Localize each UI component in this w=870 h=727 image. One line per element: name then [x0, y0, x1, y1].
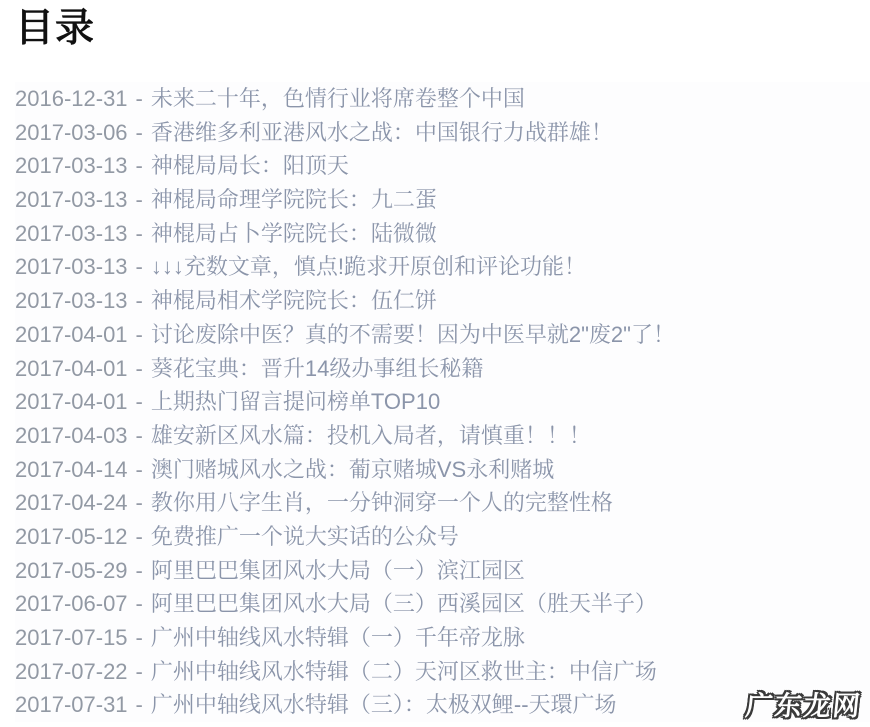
- toc-entry: [15, 655, 870, 689]
- toc-entry: [15, 554, 870, 588]
- entry-separator: -: [135, 86, 143, 111]
- entry-separator: -: [135, 119, 143, 145]
- entry-title-link[interactable]: 阿里巴巴集团风水大局（三）西溪园区（胜天半子）: [150, 591, 657, 617]
- entry-date: 2017-07-22: [15, 658, 128, 684]
- toc-entry: [15, 385, 870, 419]
- entry-date: 2017-04-24: [15, 490, 128, 516]
- entry-title-link[interactable]: 广州中轴线风水特辑（一）千年帝龙脉: [150, 625, 525, 650]
- entry-separator: -: [135, 625, 143, 650]
- entry-title-link[interactable]: 葵花宝典：晋升14级办事组长秘籍: [150, 355, 484, 381]
- entry-title-link[interactable]: 免费推广一个说大实话的公众号: [150, 523, 459, 549]
- entry-date: 2017-03-13: [15, 254, 128, 280]
- entry-separator: -: [135, 456, 143, 482]
- toc-entry: [15, 116, 870, 150]
- entry-separator: -: [135, 355, 143, 381]
- entry-separator: -: [135, 187, 143, 213]
- entry-title-link[interactable]: 广州中轴线风水特辑（三）：太极双鲤--天環广场: [150, 692, 617, 718]
- entry-separator: -: [135, 658, 143, 684]
- entry-date: 2017-03-13: [15, 220, 128, 246]
- toc-entry: [15, 688, 870, 722]
- toc-entry: [15, 486, 870, 520]
- entry-title-link[interactable]: 神棍局占卜学院院长：陆微微: [150, 220, 437, 246]
- toc-entry: [15, 284, 870, 318]
- entry-date: 2017-04-03: [15, 422, 128, 448]
- entry-date: 2017-04-01: [15, 355, 128, 381]
- entry-title-link[interactable]: 教你用八字生肖，一分钟洞穿一个人的完整性格: [150, 490, 613, 516]
- entry-title-link[interactable]: 神棍局相术学院院长：伍仁饼: [150, 288, 437, 314]
- entry-date: 2017-07-15: [15, 625, 128, 650]
- entry-title-link[interactable]: 雄安新区风水篇：投机入局者，请慎重！！！: [150, 422, 591, 448]
- entry-date: 2016-12-31: [15, 86, 128, 111]
- entry-title-link[interactable]: 阿里巴巴集团风水大局（一）滨江园区: [150, 557, 525, 583]
- entry-separator: -: [135, 557, 143, 583]
- entry-title-link[interactable]: 神棍局命理学院院长：九二蛋: [150, 187, 437, 213]
- entry-date: 2017-04-14: [15, 456, 128, 482]
- entry-separator: -: [135, 523, 143, 549]
- entry-separator: -: [135, 254, 143, 280]
- entry-separator: -: [135, 490, 143, 516]
- entry-title-link[interactable]: 讨论废除中医？真的不需要！因为中医早就2"废2"了！: [150, 321, 675, 347]
- entry-separator: -: [135, 288, 143, 314]
- entry-separator: -: [135, 591, 143, 617]
- toc-entry: [15, 217, 870, 251]
- entry-separator: -: [135, 321, 143, 347]
- entry-date: 2017-03-13: [15, 288, 128, 314]
- entry-title-link[interactable]: 香港维多利亚港风水之战：中国银行力战群雄！: [150, 119, 613, 145]
- toc-entry: [15, 318, 870, 352]
- entry-separator: -: [135, 220, 143, 246]
- toc-list: [0, 82, 870, 722]
- entry-date: 2017-03-13: [15, 187, 128, 213]
- entry-date: 2017-07-31: [15, 692, 128, 718]
- page-title: 目录: [15, 7, 96, 50]
- toc-entry: [15, 587, 870, 621]
- entry-date: 2017-04-01: [15, 389, 128, 415]
- entry-date: 2017-03-06: [15, 119, 128, 145]
- toc-entry: [15, 419, 870, 453]
- entry-title-link[interactable]: 未来二十年，色情行业将席卷整个中国: [150, 86, 525, 111]
- toc-entry: [15, 183, 870, 217]
- entry-date: 2017-04-01: [15, 321, 128, 347]
- toc-entry: [15, 352, 870, 386]
- entry-date: 2017-05-12: [15, 523, 128, 549]
- toc-entry: [15, 520, 870, 554]
- toc-entry: [15, 453, 870, 487]
- entry-title-link[interactable]: ↓↓↓充数文章，慎点!跪求开原创和评论功能！: [150, 254, 586, 280]
- site-watermark: 广东龙网: [744, 691, 864, 721]
- entry-date: 2017-06-07: [15, 591, 128, 617]
- entry-title-link[interactable]: 神棍局局长：阳顶天: [150, 153, 349, 179]
- toc-entry: [15, 250, 870, 284]
- entry-date: 2017-05-29: [15, 557, 128, 583]
- entry-separator: -: [135, 692, 143, 718]
- entry-title-link[interactable]: 上期热门留言提问榜单TOP10: [150, 389, 441, 415]
- toc-entry: [15, 621, 870, 655]
- toc-entry: [15, 149, 870, 183]
- toc-entry: [15, 82, 870, 116]
- entry-separator: -: [135, 389, 143, 415]
- entry-date: 2017-03-13: [15, 153, 128, 179]
- entry-title-link[interactable]: 澳门赌城风水之战：葡京赌城VS永利赌城: [150, 456, 555, 482]
- entry-separator: -: [135, 422, 143, 448]
- entry-separator: -: [135, 153, 143, 179]
- entry-title-link[interactable]: 广州中轴线风水特辑（二）天河区救世主：中信广场: [150, 658, 657, 684]
